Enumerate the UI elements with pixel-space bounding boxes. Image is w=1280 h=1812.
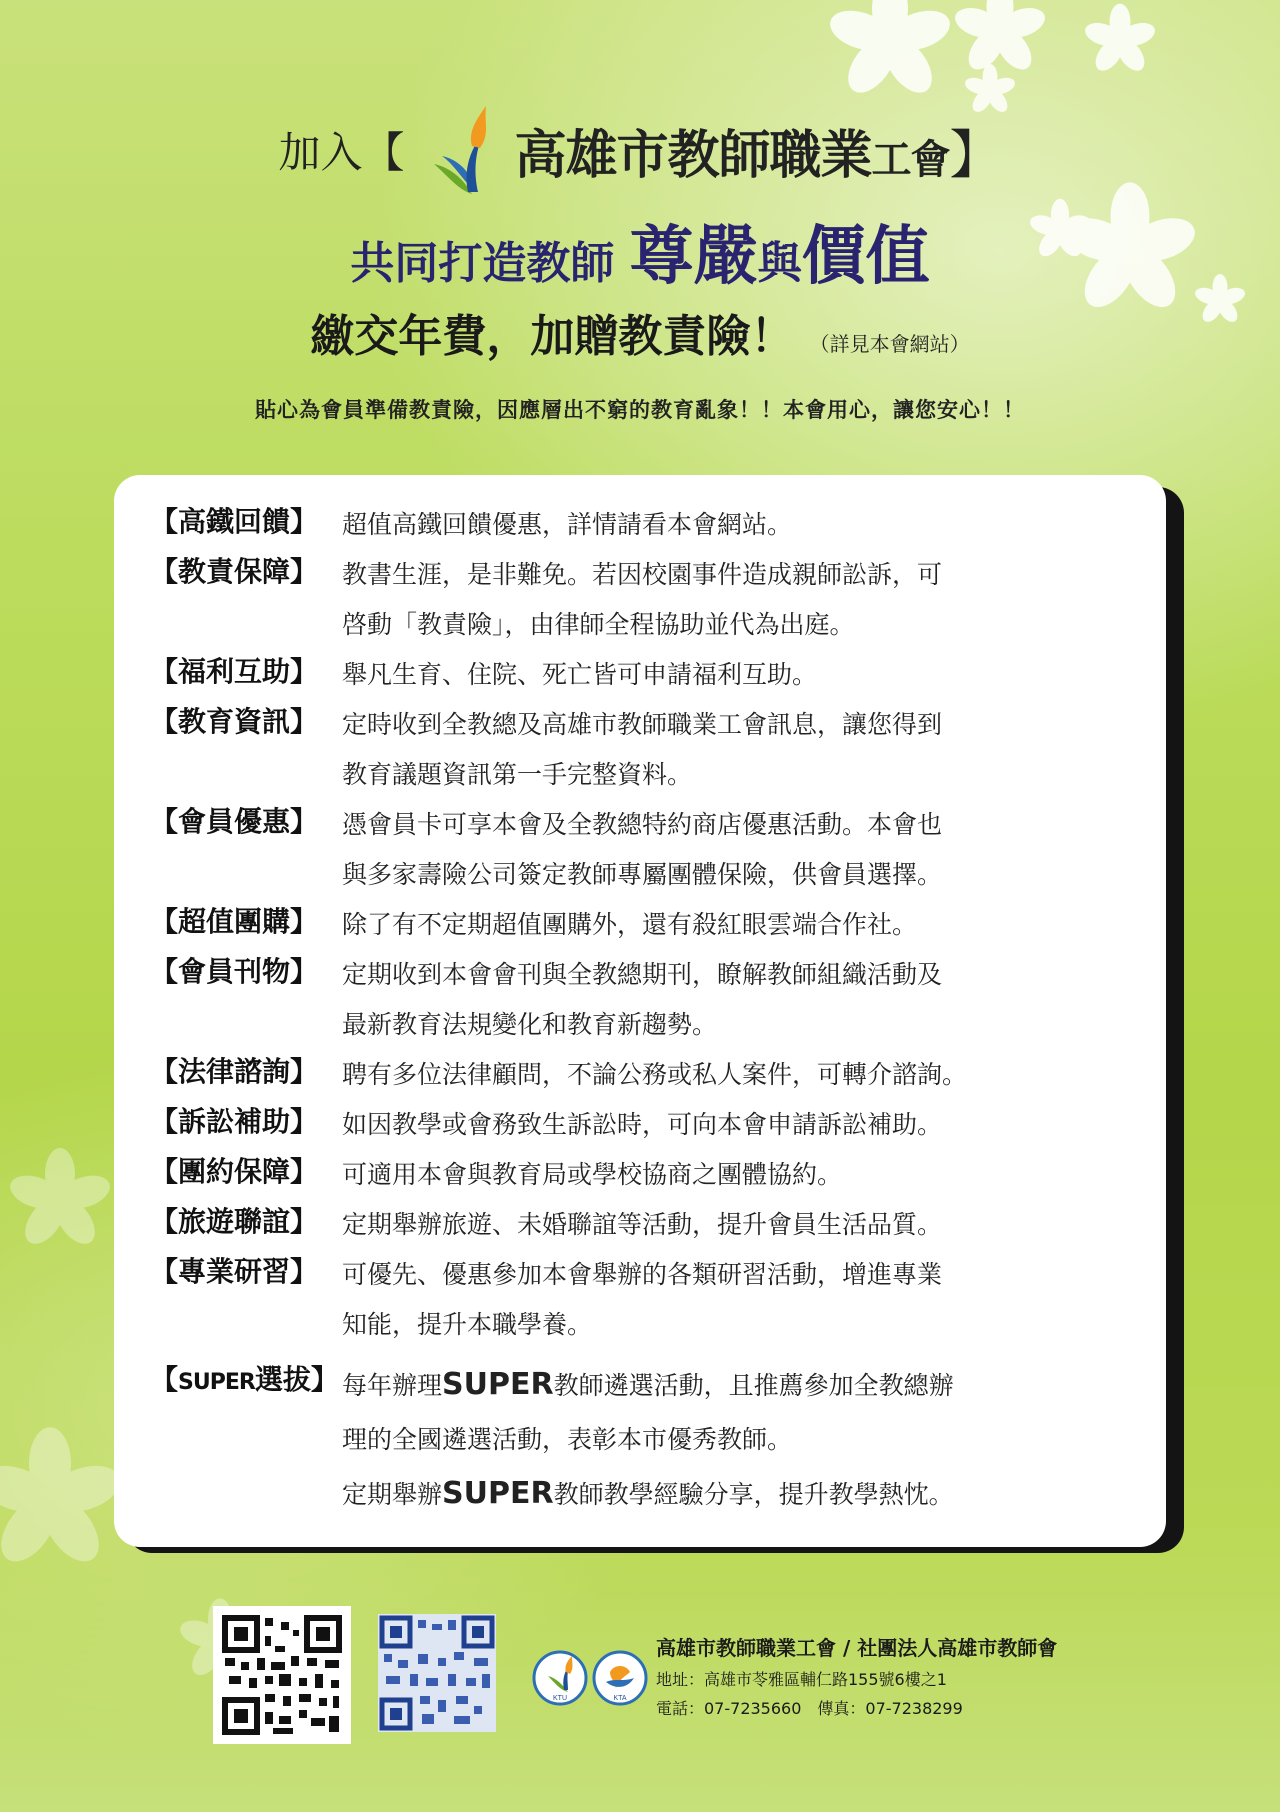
kta-logo-text: KTA [613, 1695, 627, 1702]
benefit-desc: 可優先、優惠參加本會舉辦的各類研習活動，增進專業 知能，提升本職學養。 [342, 1260, 943, 1339]
union-name: 高雄市教師職業工會 [514, 125, 950, 186]
benefit-desc: 聘有多位法律顧問，不論公務或私人案件，可轉介諮詢。 [342, 1060, 968, 1089]
benefit-label: 【法律諮詢】 [150, 1055, 319, 1088]
benefit-label: 【會員刊物】 [150, 955, 319, 988]
close-bracket: 】 [949, 125, 1002, 186]
benefit-label: 【旅遊聯誼】 [150, 1205, 319, 1238]
footer-contact [656, 1632, 1057, 1725]
benefit-label: 【教責保障】 [150, 555, 319, 588]
kta-logo-icon [594, 1652, 646, 1704]
join-text: 加入【 [278, 128, 405, 177]
footer-address: 地址：高雄市苓雅區輔仁路155號6樓之1 [656, 1670, 947, 1689]
benefit-desc: 教書生涯，是非難免。若因校園事件造成親師訟訴，可 啓動「教責險」，由律師全程協助並代為出庭。 [342, 560, 943, 639]
annual-fee-headline: 繳交年費，加贈教責險！ （詳見本會網站） [310, 311, 970, 362]
ktu-logo-text: KTU [553, 1695, 567, 1702]
benefit-desc: 憑會員卡可享本會及全教總特約商店優惠活動。本會也 與多家壽險公司簽定教師專屬團體保險，供會員選擇。 [342, 810, 943, 889]
benefit-desc: 定期收到本會會刊與全教總期刊，瞭解教師組織活動及 最新教育法規變化和教育新趨勢。 [342, 960, 943, 1039]
benefit-label: 【超值團購】 [150, 905, 319, 938]
benefit-desc: 舉凡生育、住院、死亡皆可申請福利互助。 [342, 660, 818, 689]
benefit-desc: 可適用本會與教育局或學校協商之團體協約。 [342, 1160, 843, 1189]
ktu-logo-icon [534, 1652, 586, 1704]
footer-logos [530, 1648, 650, 1712]
benefit-desc: 超值高鐵回饋優惠，詳情請看本會網站。 [342, 510, 793, 539]
benefit-desc: 定期舉辦旅遊、未婚聯誼等活動，提升會員生活品質。 [342, 1210, 943, 1239]
slogan: 共同打造教師 尊嚴與價值 [350, 219, 930, 294]
benefit-label: 【訴訟補助】 [150, 1105, 319, 1138]
tagline: 貼心為會員準備教責險，因應層出不窮的教育亂象！！本會用心，讓您安心！！ [255, 397, 1025, 422]
union-logo-icon [424, 102, 504, 198]
qr-code-website[interactable] [213, 1606, 351, 1744]
benefit-desc: 定時收到全教總及高雄市教師職業工會訊息，讓您得到 教育議題資訊第一手完整資料。 [342, 710, 943, 789]
benefit-label: 【教育資訊】 [150, 705, 319, 738]
footer-org-name: 高雄市教師職業工會 / 社團法人高雄市教師會 [656, 1636, 1058, 1660]
benefit-desc: 除了有不定期超值團購外，還有殺紅眼雲端合作社。 [342, 910, 918, 939]
qr-code-facebook[interactable] [378, 1614, 496, 1732]
benefit-label: 【福利互助】 [150, 655, 319, 688]
benefit-label: 【團約保障】 [150, 1155, 319, 1188]
join-headline [0, 100, 1280, 200]
annual-note: （詳見本會網站） [809, 332, 970, 356]
footer-phone: 電話：07-7235660 傳真：07-7238299 [656, 1699, 963, 1718]
benefit-label: 【會員優惠】 [150, 805, 319, 838]
benefit-desc: 如因教學或會務致生訴訟時，可向本會申請訴訟補助。 [342, 1110, 943, 1139]
benefit-label: 【專業研習】 [150, 1255, 319, 1288]
benefit-desc: 每年辦理SUPER教師遴選活動，且推薦參加全教總辦 理的全國遴選活動，表彰本市優秀教師。 定期舉辦SUPER教師教學經驗分享，提升教學熱忱。 [342, 1367, 954, 1511]
benefit-label: 【高鐵回饋】 [150, 505, 319, 538]
benefit-label: 【SUPER選拔】 [150, 1363, 339, 1396]
